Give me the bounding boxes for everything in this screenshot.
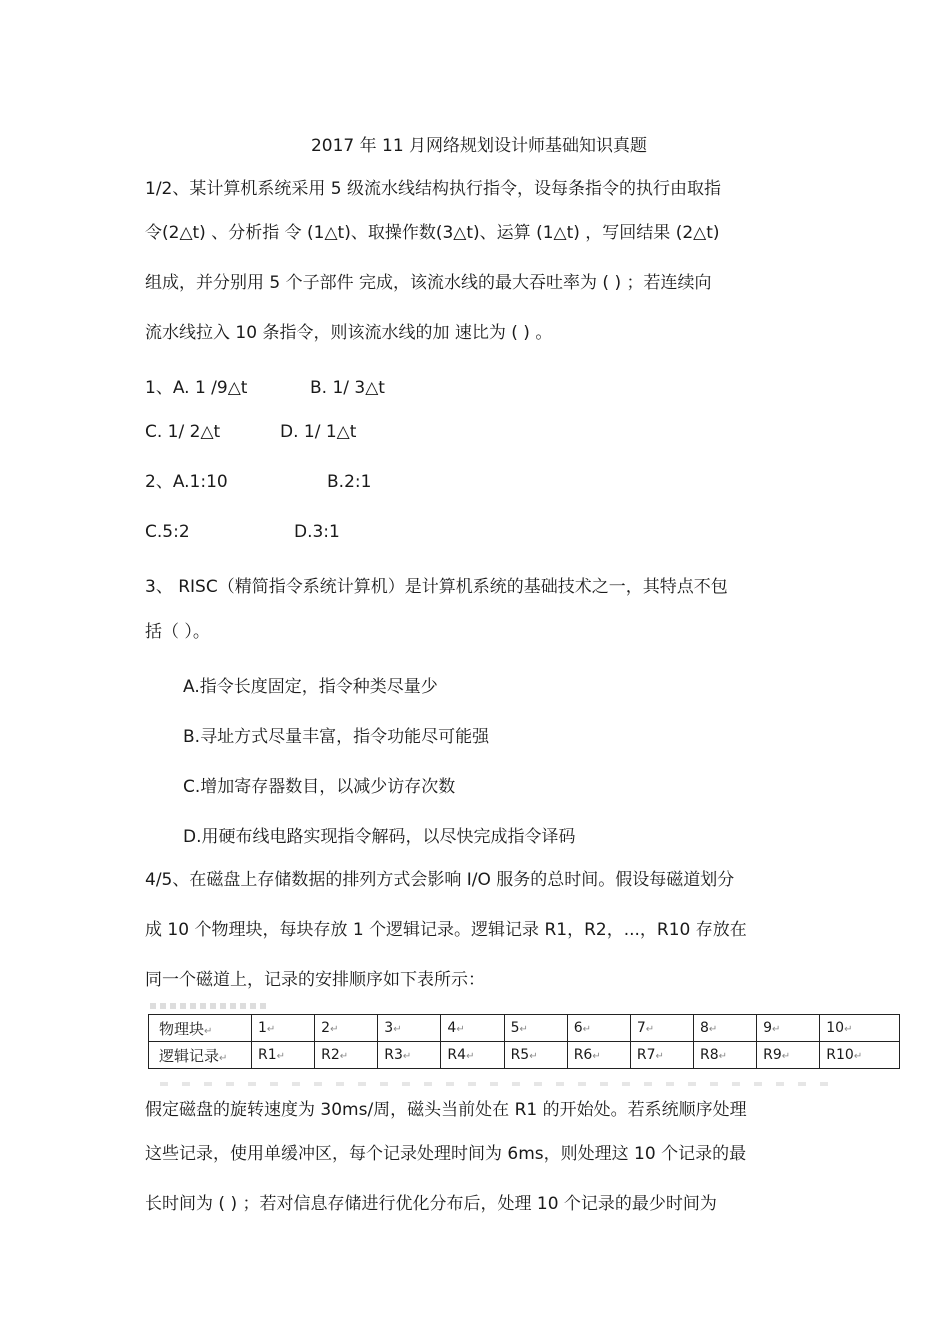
table-cell: 9↵ [757, 1015, 820, 1042]
table-cell: 10↵ [820, 1015, 900, 1042]
question-12-line-3: 组成，并分别用 5 个子部件 完成，该流水线的最大吞吐率为 ( ) ；若连续向 [145, 273, 712, 293]
q2-option-c: C.5:2 [145, 522, 190, 542]
table-cell: R5↵ [504, 1042, 567, 1069]
table-cell: R1↵ [252, 1042, 315, 1069]
table-cell: R8↵ [693, 1042, 756, 1069]
block-record-table [148, 1014, 900, 1069]
table-cell: 3↵ [378, 1015, 441, 1042]
question-45-line-1: 4/5、在磁盘上存储数据的排列方式会影响 I/O 服务的总时间。假设每磁道划分 [145, 870, 735, 890]
q3-option-d: D.用硬布线电路实现指令解码，以尽快完成指令译码 [183, 827, 576, 847]
table-cell: R6↵ [567, 1042, 630, 1069]
document-title: 2017 年 11 月网络规划设计师基础知识真题 [310, 136, 648, 156]
table-row-physical-blocks [149, 1015, 900, 1042]
table-head-logical-record: 逻辑记录↵ [149, 1042, 252, 1069]
scan-artifact-bottom [160, 1082, 840, 1086]
table-cell: R4↵ [441, 1042, 504, 1069]
q3-option-b: B.寻址方式尽量丰富，指令功能尽可能强 [183, 727, 490, 747]
table-cell: 4↵ [441, 1015, 504, 1042]
scan-artifact-top [150, 1003, 270, 1009]
table-cell: 1↵ [252, 1015, 315, 1042]
q2-option-d: D.3:1 [294, 522, 340, 542]
block-record-table-image [148, 1014, 908, 1078]
q3-option-a: A.指令长度固定，指令种类尽量少 [183, 677, 438, 697]
table-cell: R7↵ [630, 1042, 693, 1069]
table-cell: R9↵ [757, 1042, 820, 1069]
table-row-logical-records [149, 1042, 900, 1069]
question-45-after-line-1: 假定磁盘的旋转速度为 30ms/周，磁头当前处在 R1 的开始处。若系统顺序处理 [145, 1100, 747, 1120]
q1-option-d: D. 1/ 1△t [280, 422, 357, 442]
q1-option-a: 1、A. 1 /9△t [145, 378, 248, 398]
q3-option-c: C.增加寄存器数目，以减少访存次数 [183, 777, 456, 797]
table-cell: R10↵ [820, 1042, 900, 1069]
question-45-line-2: 成 10 个物理块，每块存放 1 个逻辑记录。逻辑记录 R1，R2，...，R10 存放在 [145, 920, 747, 940]
question-45-after-line-2: 这些记录，使用单缓冲区，每个记录处理时间为 6ms，则处理这 10 个记录的最 [145, 1144, 747, 1164]
table-cell: R2↵ [315, 1042, 378, 1069]
q1-option-b: B. 1/ 3△t [310, 378, 385, 398]
question-12-line-2: 令(2△t) 、分析指 令 (1△t)、取操作数(3△t)、运算 (1△t) ，写回结果 (2△t) [145, 223, 720, 243]
table-cell: 5↵ [504, 1015, 567, 1042]
question-12-line-4: 流水线拉入 10 条指令，则该流水线的加 速比为 ( ) 。 [145, 323, 553, 343]
table-cell: 8↵ [693, 1015, 756, 1042]
question-45-line-3: 同一个磁道上，记录的安排顺序如下表所示： [145, 970, 485, 990]
table-cell: 7↵ [630, 1015, 693, 1042]
question-12-line-1: 1/2、某计算机系统采用 5 级流水线结构执行指令，设每条指令的执行由取指 [145, 179, 721, 199]
table-cell: 2↵ [315, 1015, 378, 1042]
question-45-after-line-3: 长时间为 ( ) ；若对信息存储进行优化分布后，处理 10 个记录的最少时间为 [145, 1194, 717, 1214]
q2-option-b: B.2:1 [327, 472, 372, 492]
q2-option-a: 2、A.1:10 [145, 472, 228, 492]
table-cell: R3↵ [378, 1042, 441, 1069]
table-head-physical-block: 物理块↵ [149, 1015, 252, 1042]
q1-option-c: C. 1/ 2△t [145, 422, 221, 442]
question-3-line-1: 3、 RISC（精简指令系统计算机）是计算机系统的基础技术之一，其特点不包 [145, 577, 728, 597]
question-3-line-2: 括（ ）。 [145, 622, 210, 642]
table-cell: 6↵ [567, 1015, 630, 1042]
